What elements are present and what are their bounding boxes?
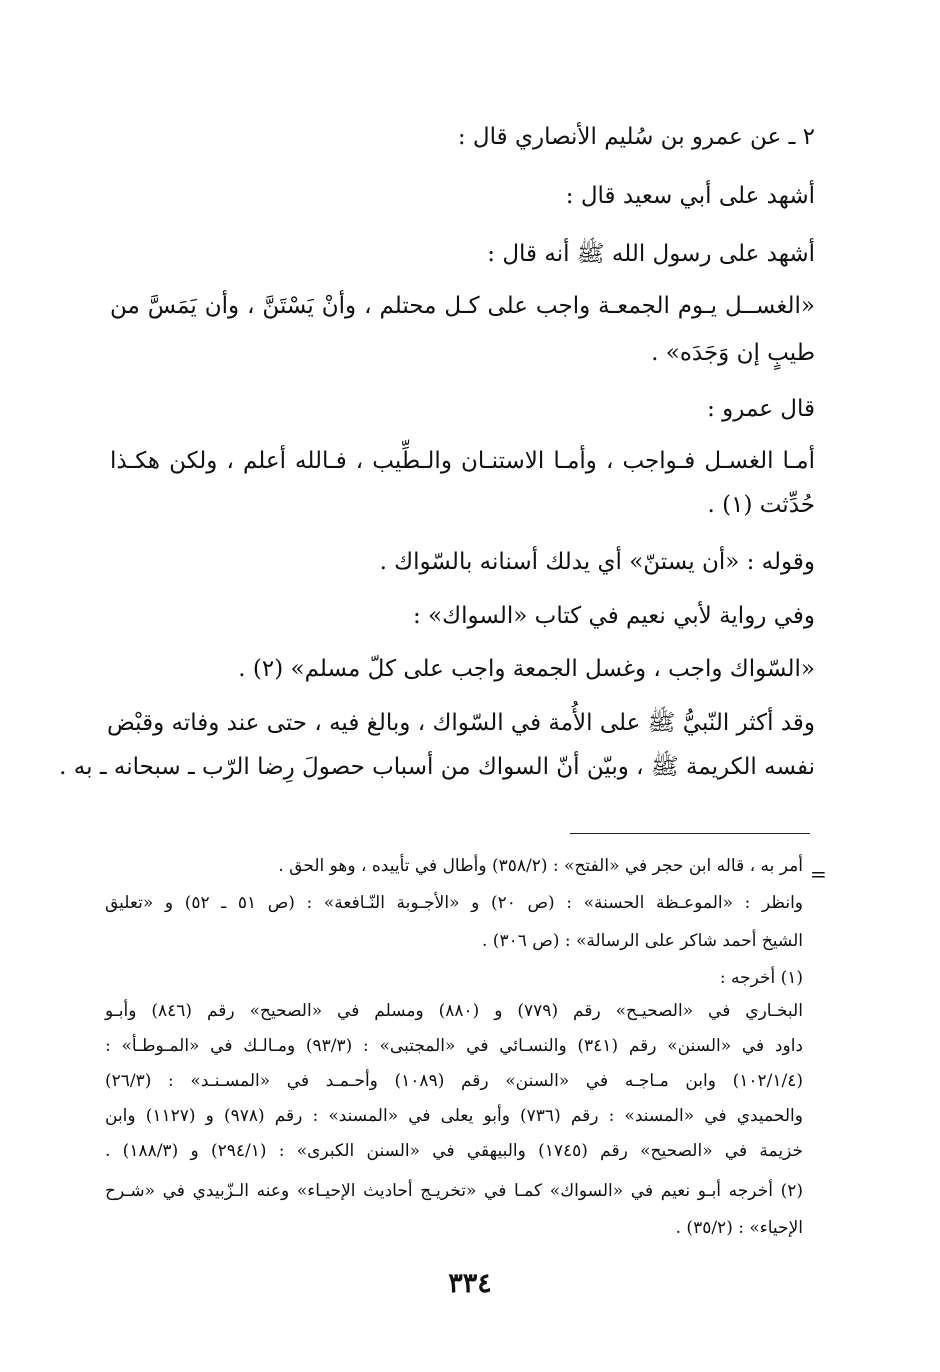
narration-line: أشهد على رسول الله ﷺ أنه قال : xyxy=(487,241,815,267)
narration-line: أشهد على أبي سعيد قال : xyxy=(565,183,815,209)
footnote-line: داود في «السنن» رقم (٣٤١) والنسـائي في «المجتبى» : (٩٣/٣) ومـالـك في «المـوطـأ» : xyxy=(105,1036,803,1056)
footnote-separator xyxy=(570,833,810,834)
footnote-line: الشيخ أحمد شاكر على الرسالة» : (ص ٣٠٦) . xyxy=(482,931,803,951)
footnote-line: وانظر : «الموعـظة الحسنة» : (ص ٢٠) و «الأجـوبة النّـافعة» : (ص ٥١ ـ ٥٢) و «تعليق xyxy=(105,893,804,913)
paragraph-line: أمـا الغسـل فـواجب ، وأمـا الاستنـان والـطِّيب ، فـالله أعلم ، ولكن هكـذا xyxy=(110,448,815,474)
continuation-mark: = xyxy=(810,862,827,886)
footnote-line: (١٠٢/١/٤) وابن مـاجـه في «السنن» رقم (١٠٨٩) وأحـمـد في «المسـنـد» : (٢٦/٣) xyxy=(105,1071,803,1091)
paragraph-line: حُدِّثت (١) . xyxy=(707,492,815,518)
footnote-line: البخـاري في «الصحيـح» رقم (٧٧٩) و (٨٨٠) ومسلم في «الصحيح» رقم (٨٤٦) وأبـو xyxy=(105,1001,803,1021)
explanation-line: وقوله : «أن يستنّ» أي يدلك أسنانه بالسّواك . xyxy=(379,549,815,575)
footnote-line: والحميدي في «المسند» : رقم (٧٣٦) وأبو يعلى في «المسند» : رقم (٩٧٨) و (١١٢٧) وابن xyxy=(105,1106,803,1126)
footnote-line: (٢) أخرجه أبـو نعيم في «السواك» كمـا في «تخريـج أحاديث الإحيـاء» وعنه الـزّبيدي في «شـرح xyxy=(105,1181,803,1201)
footnote-heading: (١) أخرجه : xyxy=(719,968,803,988)
page-number: ٣٣٤ xyxy=(448,1268,492,1299)
paragraph-line: نفسه الكريمة ﷺ ، وبيّن أنّ السواك من أسباب حصولَ رِضا الرّب ـ سبحانه ـ به . xyxy=(59,754,815,780)
footnote-line: الإحياء» : (٣٥/٢) . xyxy=(675,1218,803,1238)
paragraph-line: وفي رواية لأبي نعيم في كتاب «السواك» : xyxy=(413,603,815,629)
hadith-text-line: «السّواك واجب ، وغسل الجمعة واجب على كلّ مسلم» (٢) . xyxy=(238,656,815,682)
hadith-intro: ٢ ـ عن عمرو بن سُليم الأنصاري قال : xyxy=(457,124,815,150)
footnote-line: خزيمة في «الصحيح» رقم (١٧٤٥) والبيهقي في «السنن الكبرى» : (٢٩٤/١) و (١٨٨/٣) . xyxy=(105,1141,803,1161)
footnote-line: أمر به ، قاله ابن حجر في «الفتح» : (٣٥٨/٢) وأطال في تأييده ، وهو الحق . xyxy=(278,856,803,876)
hadith-text-line: «الغســل يـوم الجمعـة واجب على كـل محتلم ، وأنْ يَسْتَنَّ ، وأن يَمَسَّ من xyxy=(110,293,815,319)
narration-line: قال عمرو : xyxy=(707,396,815,422)
paragraph-line: وقد أكثر النّبيُّ ﷺ على الأُمة في السّواك ، وبالغ فيه ، حتى عند وفاته وقبْض xyxy=(106,710,815,736)
hadith-text-line: طيبٍ إن وَجَدَه» . xyxy=(651,340,815,366)
